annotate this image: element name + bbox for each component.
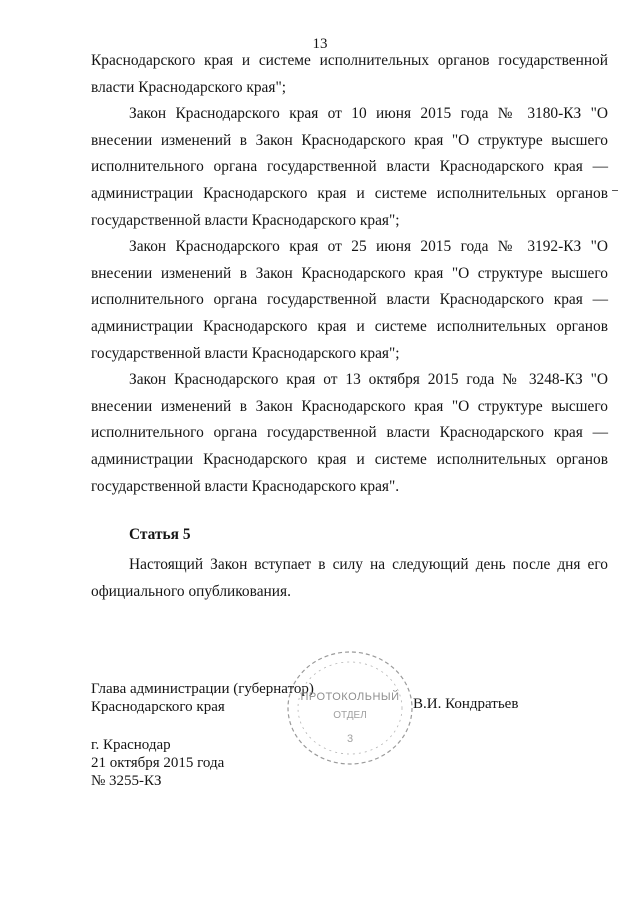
law-number: № 3255-КЗ — [91, 773, 162, 789]
margin-mark — [612, 190, 618, 191]
article-text: Настоящий Закон вступает в силу на следующий день после дня его официального опубликования. — [91, 556, 608, 600]
official-stamp — [278, 642, 418, 772]
page-number: 13 — [312, 36, 328, 52]
paragraph-law-3248: Закон Краснодарского края от 13 октября 2015 года № 3248-КЗ "О внесении изменений в Закон Краснодарского края "О структуре высшего исполнительного органа государственной власти Краснодарского края — администрации Краснодарского края и системе исполнительных органов государственной власти Краснодарского края". — [91, 371, 608, 495]
paragraph-law-3192: Закон Краснодарского края от 25 июня 2015 года № 3192-КЗ "О внесении изменений в Закон Краснодарского края "О структуре высшего исполнительного органа государственной власти Краснодарского края — администрации Краснодарского края и системе исполнительных органов государственной власти Краснодарского края"; — [91, 238, 608, 362]
stamp-line2: ОТДЕЛ — [333, 710, 367, 721]
stamp-line3: 3 — [346, 733, 354, 745]
article-heading: Статья 5 — [129, 526, 191, 543]
paragraph-continuation: Краснодарского края и системе исполнительных органов государственной власти Краснодарского края"; — [91, 52, 608, 96]
signer-title-line2: Краснодарского края — [91, 699, 225, 715]
body-text — [91, 48, 608, 500]
stamp-line1: ПРОТОКОЛЬНЫЙ — [300, 691, 400, 703]
date: 21 октября 2015 года — [91, 755, 225, 771]
signer-title-line1: Глава администрации (губернатор) — [91, 681, 314, 697]
paragraph-law-3180: Закон Краснодарского края от 10 июня 2015 года № 3180-КЗ "О внесении изменений в Закон Краснодарского края "О структуре высшего исполнительного органа государственной власти Краснодарского края — администрации Краснодарского края и системе исполнительных органов государственной власти Краснодарского края"; — [91, 105, 608, 229]
signer-name: В.И. Кондратьев — [413, 696, 519, 712]
place: г. Краснодар — [91, 737, 171, 753]
